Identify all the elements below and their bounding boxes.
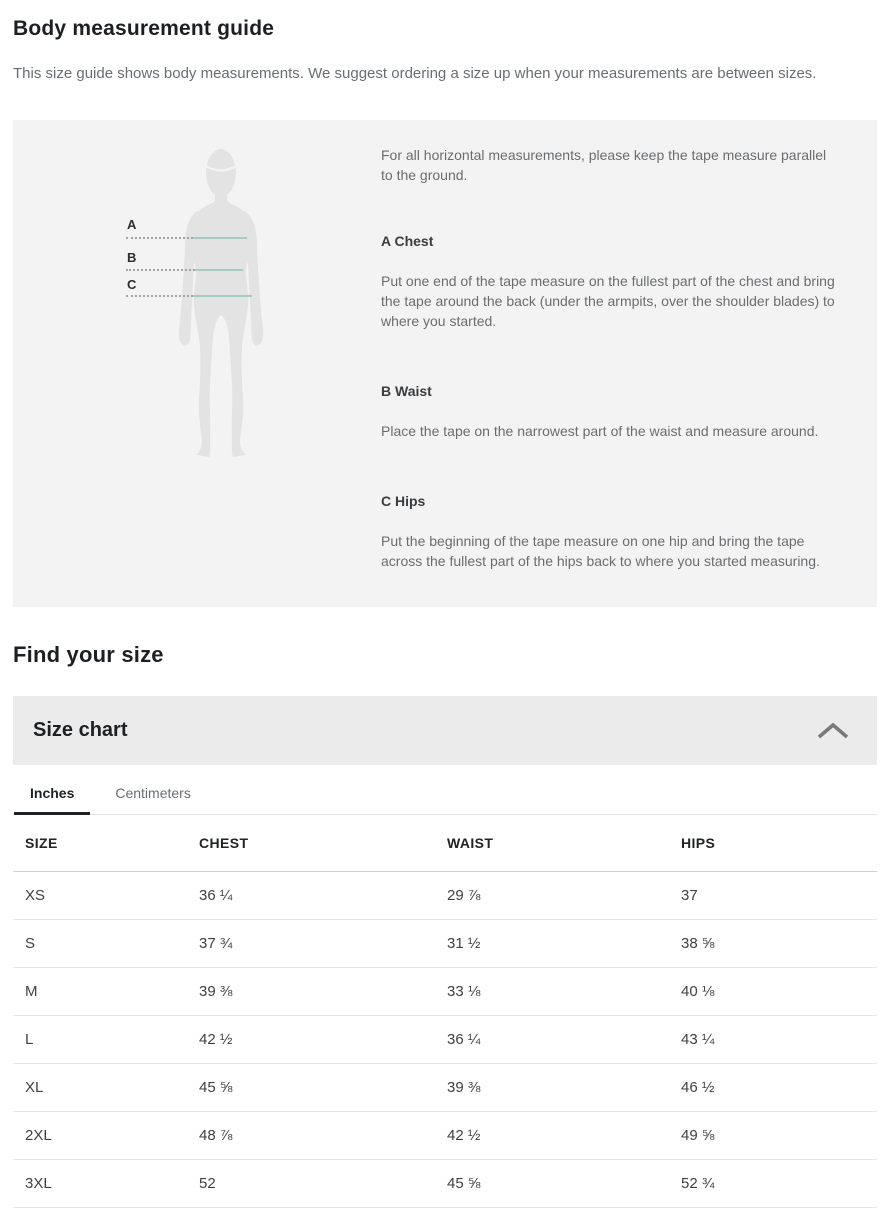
tab-inches[interactable]: Inches [14,771,90,814]
guide-section-heading: A Chest [381,233,434,249]
leader-dotted-line [126,295,193,297]
chest-cell: 42 ½ [199,1015,447,1063]
size-cell: XS [13,871,199,919]
hips-cell: 40 ⅛ [681,967,877,1015]
waist-tape-line [195,269,243,271]
page-title: Body measurement guide [13,17,275,40]
marker-line-hips [126,294,252,297]
leader-dotted-line [126,269,195,271]
guide-intro-text: For all horizontal measurements, please keep the tape measure parallel to the ground. [381,147,827,183]
table-row-3xl [13,1159,877,1207]
guide-section-heading: B Waist [381,383,432,399]
table-row-2xl [13,1111,877,1159]
waist-cell: 42 ½ [447,1111,681,1159]
marker-line-chest [126,236,247,239]
size-chart-accordion-header[interactable] [13,696,877,765]
waist-cell: 29 ⅞ [447,871,681,919]
chest-cell: 48 ⅞ [199,1111,447,1159]
chest-cell: 52 [199,1159,447,1207]
column-header-size: SIZE [13,815,199,871]
unit-tabs [13,771,877,815]
chest-cell: 39 ⅜ [199,967,447,1015]
marker-line-waist [126,268,243,271]
leader-dotted-line [126,237,193,239]
column-header-chest: CHEST [199,815,447,871]
size-cell: 3XL [13,1159,199,1207]
chest-cell: 45 ⅝ [199,1063,447,1111]
body-figure-area [13,120,381,607]
size-table-header-row [13,815,877,871]
chevron-up-icon[interactable] [815,721,851,741]
waist-cell: 33 ⅛ [447,967,681,1015]
guide-section-chest [381,233,839,331]
table-row-l [13,1015,877,1063]
column-header-hips: HIPS [681,815,877,871]
find-your-size-heading: Find your size [13,642,164,667]
table-row-m [13,967,877,1015]
size-cell: 2XL [13,1111,199,1159]
marker-label-c: C [127,277,137,292]
marker-label-b: B [127,250,137,265]
size-cell: S [13,919,199,967]
table-row-s [13,919,877,967]
size-cell: XL [13,1063,199,1111]
waist-cell: 31 ½ [447,919,681,967]
table-row-xl [13,1063,877,1111]
hips-cell: 43 ¼ [681,1015,877,1063]
waist-cell: 36 ¼ [447,1015,681,1063]
table-row-xs [13,871,877,919]
hips-cell: 38 ⅝ [681,919,877,967]
guide-section-waist [381,383,839,441]
measurement-instructions [381,120,877,607]
tab-centimeters[interactable]: Centimeters [115,785,191,801]
size-cell: M [13,967,199,1015]
chest-cell: 37 ¾ [199,919,447,967]
hips-cell: 46 ½ [681,1063,877,1111]
marker-label-a: A [127,217,137,232]
page-subtitle: This size guide shows body measurements. We suggest ordering a size up when your measurements are between sizes. [13,65,817,82]
guide-section-heading: C Hips [381,493,426,509]
guide-section-body: Put one end of the tape measure on the fullest part of the chest and bring the tape around the back (under the armpits, over the shoulder blades) to where you started. [381,273,835,329]
chest-cell: 36 ¼ [199,871,447,919]
column-header-waist: WAIST [447,815,681,871]
measurement-guide-panel [13,120,877,607]
hips-cell: 52 ¾ [681,1159,877,1207]
body-silhouette-image [176,147,266,462]
hips-cell: 37 [681,871,877,919]
size-chart-title: Size chart [33,719,128,741]
hips-cell: 49 ⅝ [681,1111,877,1159]
size-cell: L [13,1015,199,1063]
guide-section-body: Place the tape on the narrowest part of the waist and measure around. [381,423,819,439]
chest-tape-line [193,237,247,239]
hips-tape-line [193,295,252,297]
waist-cell: 45 ⅝ [447,1159,681,1207]
guide-section-body: Put the beginning of the tape measure on one hip and bring the tape across the fullest part of the hips back to where you started measuring. [381,533,820,569]
waist-cell: 39 ⅜ [447,1063,681,1111]
size-table [13,815,877,1208]
guide-section-hips [381,493,839,571]
